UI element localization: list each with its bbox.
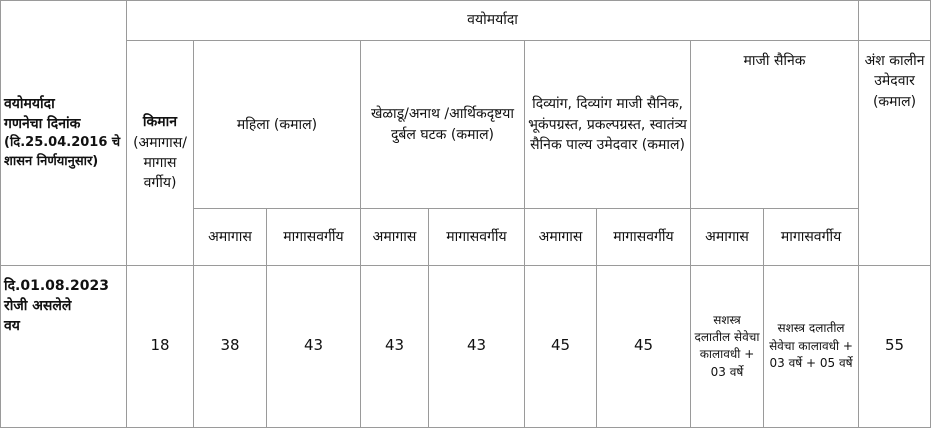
- min-header-sub: (अमागास/ मागास वर्गीय): [133, 134, 187, 192]
- value-disabled-open: 45: [525, 265, 597, 427]
- value-min: 18: [127, 265, 194, 427]
- women-header: महिला (कमाल): [194, 41, 361, 209]
- row-label-line3: वय: [4, 318, 20, 335]
- sports-reserved-header: मागासवर्गीय: [429, 209, 525, 265]
- main-header: वयोमर्यादा: [127, 1, 859, 41]
- row-label-line1: दि.01.08.2023: [4, 277, 109, 294]
- row-label-header-line4: शासन निर्णयानुसार): [4, 154, 99, 170]
- row-label-header-line1: वयोमर्यादा: [4, 95, 55, 112]
- value-women-reserved: 43: [267, 265, 361, 427]
- row-label-header: [1, 1, 127, 266]
- value-exservice-reserved: सशस्त्र दलातील सेवेचा कालावधी + 03 वर्षे + 05 वर्षे: [764, 265, 859, 427]
- value-exservice-open: सशस्त्र दलातील सेवेचा कालावधी + 03 वर्षे: [691, 265, 764, 427]
- exservice-open-header: अमागास: [691, 209, 764, 265]
- women-reserved-header: मागासवर्गीय: [267, 209, 361, 265]
- sports-header: खेळाडू/अनाथ /आर्थिकदृष्टया दुर्बल घटक (कमाल): [361, 41, 525, 209]
- row-label-header-line2: गणनेचा दिनांक: [4, 115, 81, 132]
- min-header: [127, 41, 194, 266]
- row-label-line2: रोजी असलेले: [4, 297, 72, 314]
- top-right-blank: [859, 1, 931, 41]
- row-label-header-line3: (दि.25.04.2016 चे: [4, 135, 121, 151]
- sports-open-header: अमागास: [361, 209, 429, 265]
- value-disabled-reserved: 45: [597, 265, 691, 427]
- value-women-open: 38: [194, 265, 267, 427]
- row-label: [1, 265, 127, 427]
- value-sports-reserved: 43: [429, 265, 525, 427]
- value-sports-open: 43: [361, 265, 429, 427]
- min-header-title: किमान: [142, 114, 178, 131]
- value-parttime: 55: [859, 265, 931, 427]
- women-open-header: अमागास: [194, 209, 267, 265]
- exservice-header: माजी सैनिक: [691, 41, 859, 209]
- disabled-open-header: अमागास: [525, 209, 597, 265]
- disabled-reserved-header: मागासवर्गीय: [597, 209, 691, 265]
- parttime-header: अंश कालीन उमेदवार (कमाल): [859, 41, 931, 266]
- disabled-header: दिव्यांग, दिव्यांग माजी सैनिक, भूकंपग्रस्त, प्रकल्पग्रस्त, स्वातंत्र्य सैनिक पाल्य उमेदवार (कमाल): [525, 41, 691, 209]
- exservice-reserved-header: मागासवर्गीय: [764, 209, 859, 265]
